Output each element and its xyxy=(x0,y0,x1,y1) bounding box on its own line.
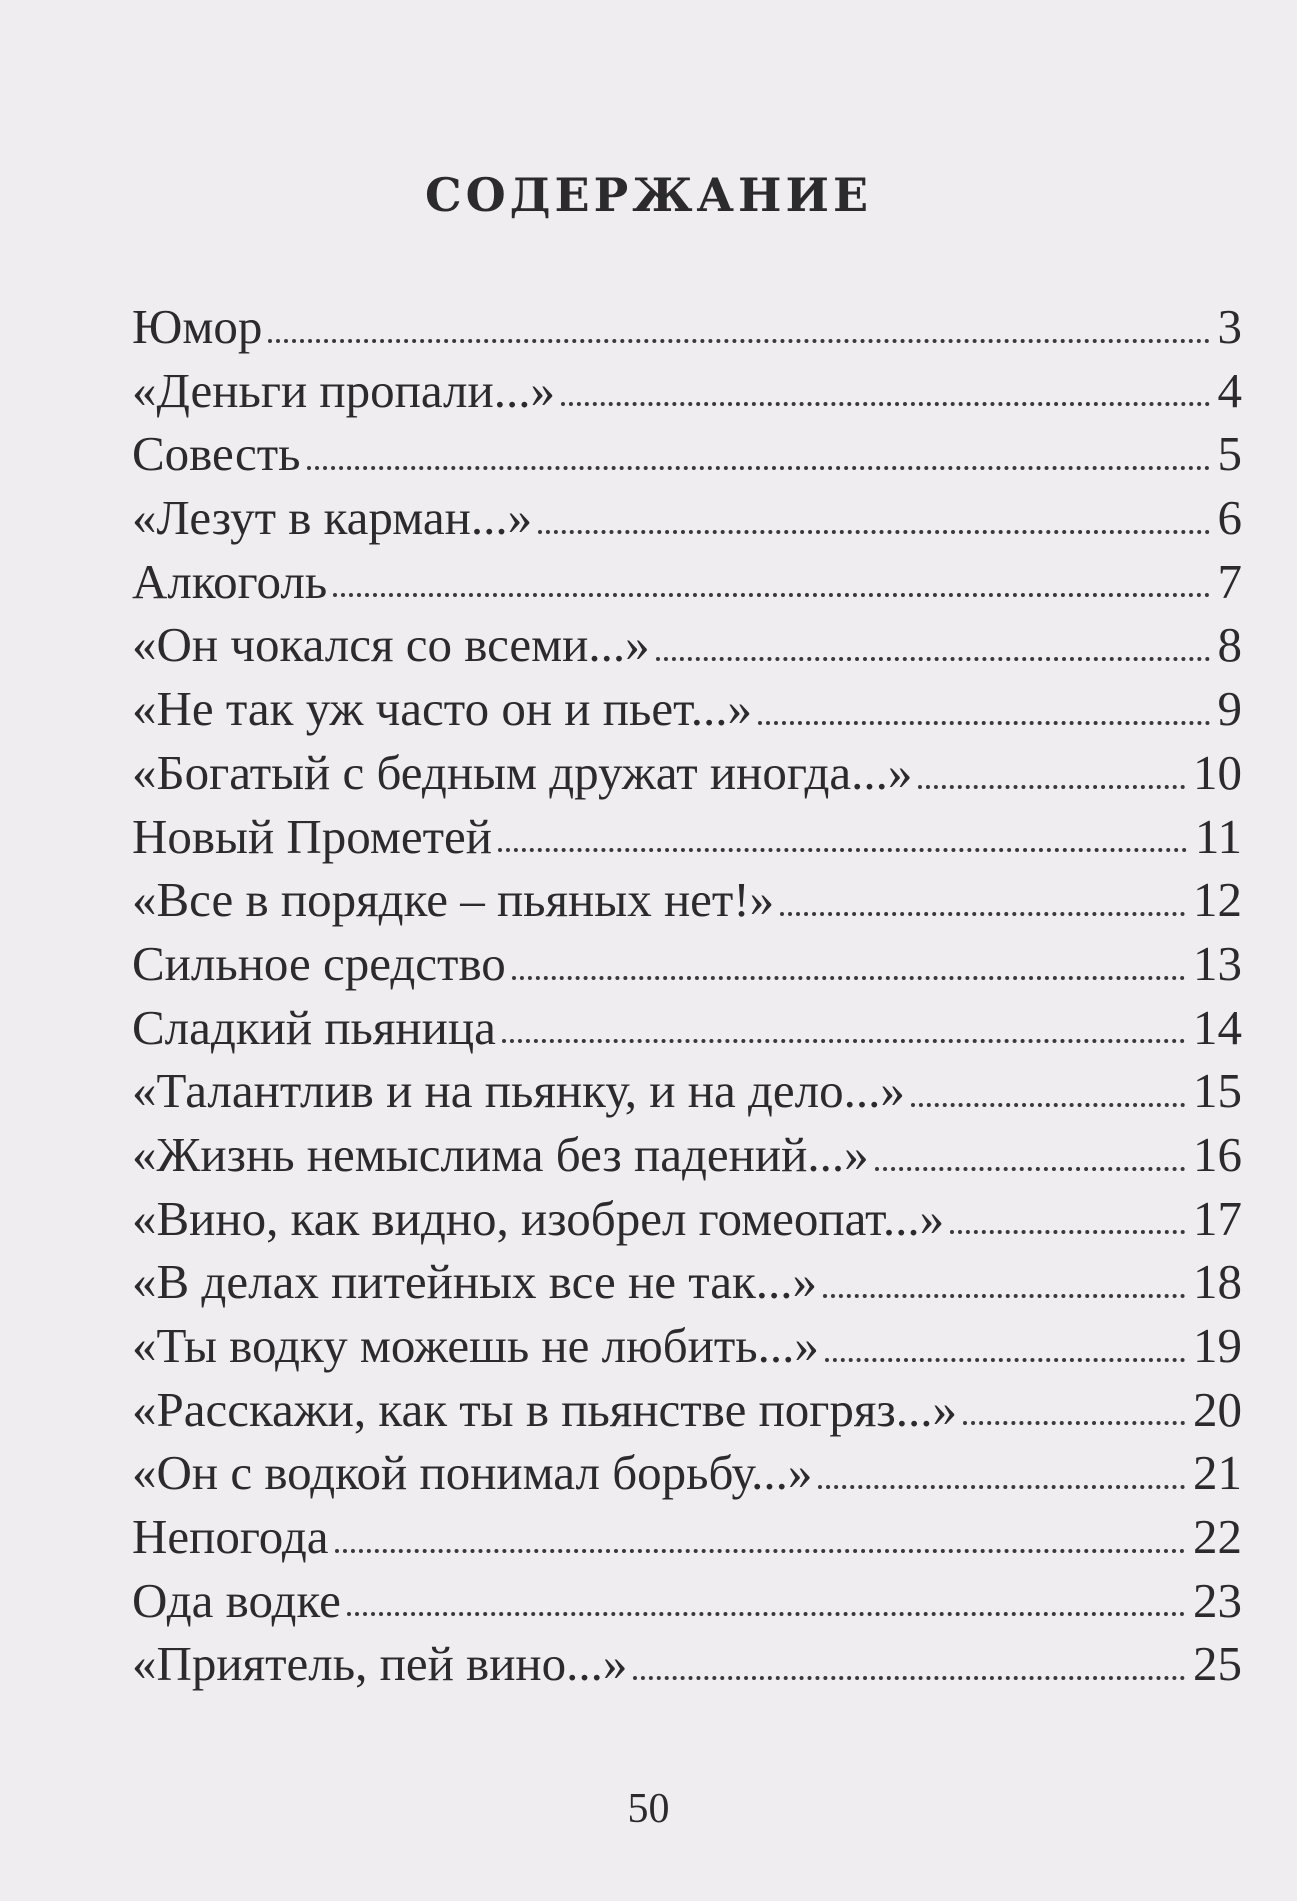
toc-dot-leader xyxy=(502,996,1185,1060)
toc-entry-page: 11 xyxy=(1194,808,1242,864)
toc-entry-title: «Деньги пропали...» xyxy=(132,362,555,418)
toc-entry xyxy=(132,1378,1242,1442)
toc-entry-page: 6 xyxy=(1217,490,1242,546)
toc-entry-title: Юмор xyxy=(132,299,263,354)
toc-entry-title: Алкоголь xyxy=(132,553,328,609)
toc-entry-title: «Не так уж часто он и пьет...» xyxy=(132,681,753,737)
toc-entry-page: 17 xyxy=(1193,1190,1242,1246)
toc-entry-page: 23 xyxy=(1193,1572,1242,1628)
toc-entry-title: «Талантлив и на пьянку, и на дело...» xyxy=(132,1063,905,1119)
toc-entry-page: 18 xyxy=(1193,1254,1242,1310)
toc-entry-title: «Он с водкой понимал борьбу...» xyxy=(132,1445,813,1501)
toc-entry-page: 7 xyxy=(1217,553,1242,609)
toc-entry-page: 12 xyxy=(1193,872,1242,928)
toc-entry-page: 20 xyxy=(1193,1381,1242,1437)
toc-entry-title: «Он чокался со всеми...» xyxy=(132,617,650,673)
toc-entry-title: Совесть xyxy=(132,426,301,482)
toc-entry-title: «Вино, как видно, изобрел гомеопат...» xyxy=(132,1190,945,1246)
toc-entry-title: Новый Прометей xyxy=(132,808,493,864)
toc-dot-leader xyxy=(307,422,1210,486)
toc-entry-title: «Ты водку можешь не любить...» xyxy=(132,1318,819,1373)
toc-entry-title: Сильное средство xyxy=(132,935,506,991)
toc-entry xyxy=(132,677,1242,741)
toc-dot-leader xyxy=(918,741,1185,805)
toc-entry xyxy=(132,1250,1242,1314)
toc-entry-page: 19 xyxy=(1193,1318,1242,1373)
toc-entry xyxy=(132,996,1242,1060)
toc-entry-page: 4 xyxy=(1217,362,1242,418)
toc-entry xyxy=(132,1187,1242,1251)
toc-dot-leader xyxy=(633,1632,1185,1696)
toc-dot-leader xyxy=(268,295,1209,359)
toc-dot-leader xyxy=(512,932,1185,996)
toc-entry-page: 16 xyxy=(1193,1126,1242,1182)
toc-entry xyxy=(132,359,1242,423)
toc-entry xyxy=(132,1314,1242,1378)
toc-entry-title: «Приятель, пей вино...» xyxy=(132,1636,628,1692)
toc-dot-leader xyxy=(875,1123,1185,1187)
page-title: СОДЕРЖАНИЕ xyxy=(424,168,873,222)
toc-entry-title: «Расскажи, как ты в пьянстве погряз...» xyxy=(132,1381,958,1437)
toc-entry-title: «Богатый с бедным дружат иногда...» xyxy=(132,744,913,800)
toc-entry xyxy=(132,422,1242,486)
toc-entry-page: 5 xyxy=(1217,426,1242,482)
toc-entry xyxy=(132,1059,1242,1123)
toc-entry-page: 13 xyxy=(1193,935,1242,991)
toc-entry-title: «Все в порядке – пьяных нет!» xyxy=(132,872,775,928)
toc-dot-leader xyxy=(498,805,1187,869)
toc-dot-leader xyxy=(656,613,1210,677)
toc-entry-page: 3 xyxy=(1217,299,1242,354)
toc-entry-title: «В делах питейных все не так...» xyxy=(132,1254,818,1310)
toc-entry-page: 22 xyxy=(1193,1509,1242,1565)
toc-entry-title: Сладкий пьяница xyxy=(132,999,496,1055)
toc-entry-page: 25 xyxy=(1193,1636,1242,1692)
toc-entry xyxy=(132,486,1242,550)
toc-dot-leader xyxy=(333,550,1209,614)
toc-entry-page: 9 xyxy=(1217,681,1242,737)
toc-dot-leader xyxy=(825,1314,1185,1378)
toc-dot-leader xyxy=(963,1378,1185,1442)
toc-dot-leader xyxy=(818,1441,1185,1505)
toc-entry-title: Ода водке xyxy=(132,1572,341,1628)
toc-entry-page: 14 xyxy=(1193,999,1242,1055)
toc-dot-leader xyxy=(823,1250,1185,1314)
toc-entry xyxy=(132,1505,1242,1569)
toc-dot-leader xyxy=(780,868,1185,932)
toc-entry-page: 15 xyxy=(1193,1063,1242,1119)
toc-entry-title: «Лезут в карман...» xyxy=(132,490,533,546)
toc-entry xyxy=(132,613,1242,677)
toc-entry xyxy=(132,1441,1242,1505)
toc-dot-leader xyxy=(911,1059,1185,1123)
toc-entry xyxy=(132,295,1242,359)
toc-entry xyxy=(132,1123,1242,1187)
toc-entry-page: 21 xyxy=(1193,1445,1242,1501)
toc-entry xyxy=(132,1569,1242,1633)
toc-entry xyxy=(132,932,1242,996)
toc-entry xyxy=(132,868,1242,932)
toc-dot-leader xyxy=(538,486,1209,550)
toc-dot-leader xyxy=(950,1187,1185,1251)
toc-entry xyxy=(132,741,1242,805)
toc-entry-title: «Жизнь немыслима без падений...» xyxy=(132,1126,869,1182)
toc-entry xyxy=(132,550,1242,614)
toc-entry-page: 8 xyxy=(1217,617,1242,673)
toc-entry-page: 10 xyxy=(1193,744,1242,800)
toc-dot-leader xyxy=(347,1569,1185,1633)
page-number: 50 xyxy=(627,1786,670,1832)
toc-entry-title: Непогода xyxy=(132,1509,329,1565)
toc-entry xyxy=(132,1632,1242,1696)
toc-dot-leader xyxy=(335,1505,1185,1569)
toc-dot-leader xyxy=(561,359,1210,423)
toc-dot-leader xyxy=(758,677,1209,741)
toc-entry xyxy=(132,805,1242,869)
table-of-contents xyxy=(132,295,1242,1696)
